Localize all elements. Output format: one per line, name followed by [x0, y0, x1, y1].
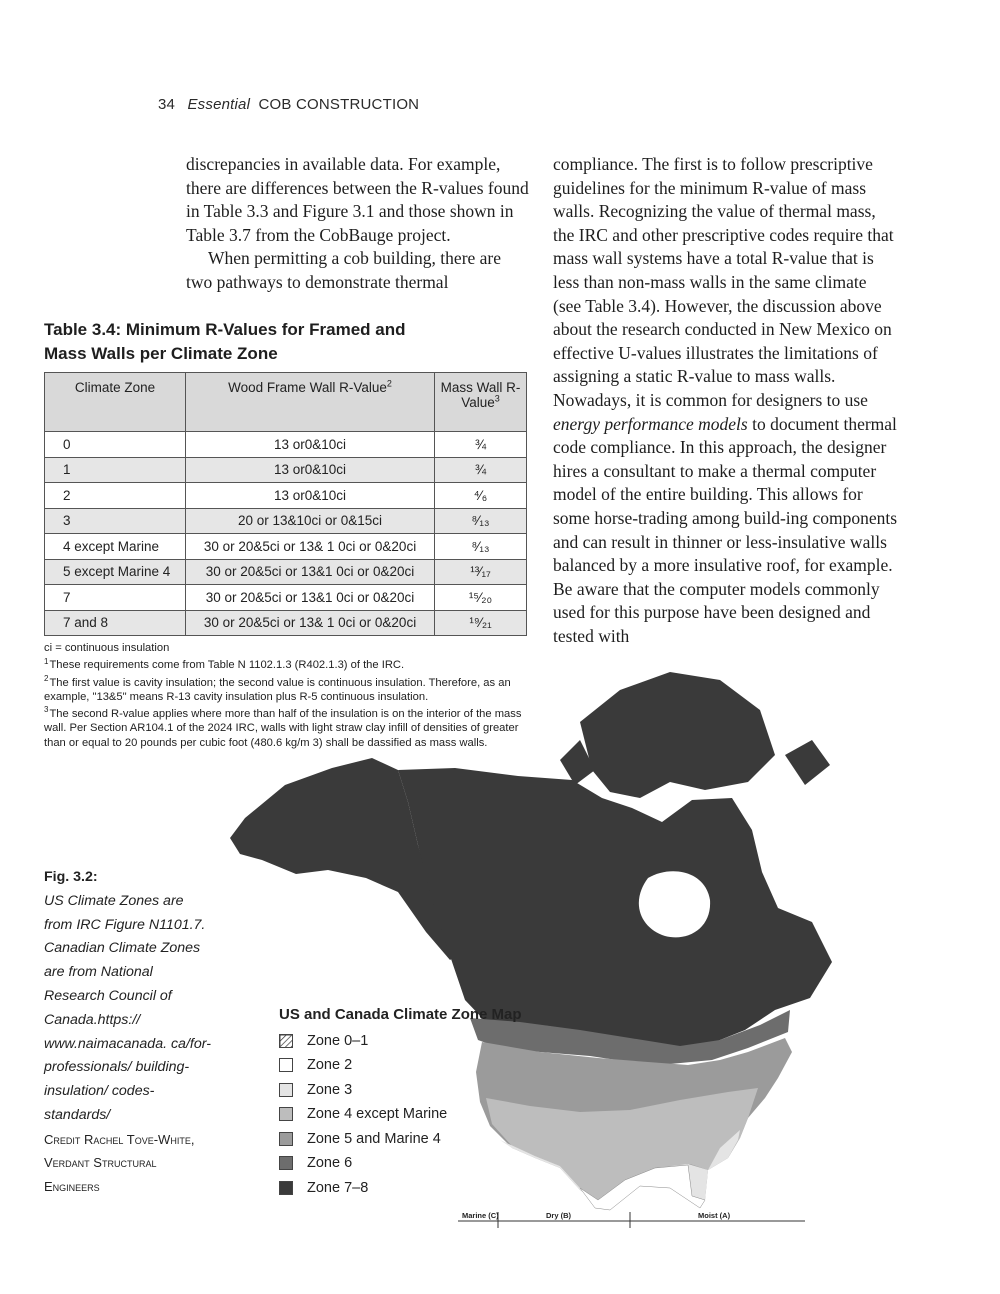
left-column: [186, 153, 531, 295]
running-header: [158, 96, 419, 113]
left-paragraph-1: discrepancies in available data. For example, there are differences between the R-values found in Table 3.3 and Figure 3.1 and those shown in Table 3.7 from the CobBauge project.: [186, 154, 529, 245]
figure-credit: Credit Rachel Tove-White, Verdant Structural Engineers: [44, 1131, 195, 1194]
arctic-island-shape: [785, 740, 830, 785]
table-row: 2 13 or0&10ci ⁴⁄₆: [45, 483, 527, 509]
figure-label: Fig. 3.2:: [44, 869, 98, 885]
figure-caption: [44, 866, 214, 1198]
arctic-islands-shape: [580, 672, 775, 798]
table-row: 4 except Marine 30 or 20&5ci or 13& 1 0ci or 0&20ci ⁸⁄₁₃: [45, 534, 527, 560]
swatch-zone-4-icon: [279, 1107, 293, 1121]
table-row: 7 30 or 20&5ci or 13&1 0ci or 0&20ci ¹⁵⁄₂₀: [45, 585, 527, 611]
left-paragraph-2: When permitting a cob building, there are two pathways to demonstrate thermal: [186, 248, 502, 292]
footnote-3: $^3$The second R-value applies where more than half of the insulation is on the interior of the mass wall. Per Section AR104.1 of the 2024 IRC, walls with light straw clay infill of densities of greater than or equal to 20 pounds per cubic foot (480.6 kg/m 3) shall be dassified as mass walls.: [44, 705, 522, 749]
marine-label: Marine (C): [462, 1211, 499, 1220]
swatch-zone-5-icon: [279, 1132, 293, 1146]
footnote-1: $^1$These requirements come from Table N 1102.1.3 (R402.1.3) of the IRC.: [44, 656, 405, 672]
right-text-a: compliance. The first is to follow prescriptive guidelines for the minimum R-value of mass walls. Recognizing the value of thermal mass, the IRC and other prescriptive codes require that mass wall systems have a total R-value that is less than non-mass walls in the same climate (see Table 3.4). However, the discussion above about the research conducted in New Mexico on effective U-values illustrates the limitations of assigning a static R-value to mass walls. Nowadays, it is common for designers to use: [553, 154, 894, 410]
legend-item: Zone 7–8: [279, 1176, 522, 1201]
moist-label: Moist (A): [698, 1211, 731, 1220]
right-paragraph: [553, 153, 898, 648]
right-column: [553, 153, 898, 648]
table-row: 3 20 or 13&10ci or 0&15ci ⁸⁄₁₃: [45, 508, 527, 534]
emphasis-text: energy performance models: [553, 413, 748, 434]
book-title: COB CONSTRUCTION: [258, 96, 420, 113]
table-row: 0 13 or0&10ci ¾: [45, 432, 527, 458]
table-title: Table 3.4: Minimum R-Values for Framed and Mass Walls per Climate Zone: [44, 320, 406, 363]
header-wood-frame: Wood Frame Wall R-Value$^2$: [186, 373, 435, 432]
map-legend: [279, 1005, 522, 1200]
table-row: 1 13 or0&10ci ¾: [45, 457, 527, 483]
legend-item: Zone 6: [279, 1151, 522, 1176]
legend-item: Zone 2: [279, 1053, 522, 1078]
table-header-row: [45, 373, 527, 432]
page-number: 34: [158, 96, 176, 113]
dry-label: Dry (B): [546, 1211, 572, 1220]
legend-item: Zone 3: [279, 1078, 522, 1103]
map-title: US and Canada Climate Zone Map: [279, 1006, 522, 1023]
legend-item: Zone 4 except Marine: [279, 1102, 522, 1127]
table-row: 5 except Marine 4 30 or 20&5ci or 13&1 0ci or 0&20ci ¹³⁄₁₇: [45, 559, 527, 585]
legend-item: Zone 0–1: [279, 1029, 522, 1054]
swatch-zone-3-icon: [279, 1083, 293, 1097]
swatch-zone-7-8-icon: [279, 1181, 293, 1195]
footnote-2: $^2$The first value is cavity insulation; the second value is continuous insulation. Therefore, as an example, "13&5" means R-13 cavity insulation plus R-5 continuous insulation.: [44, 673, 511, 703]
right-text-b: to document thermal code compliance. In this approach, the designer hires a consultant to make a thermal computer model of the entire building. This allows for some horse-trading among build-ing components and can result in thinner or less-insulative walls balanced by a more insulative roof, for example. Be aware that the computer models commonly used for this purpose have been designed and tested with: [553, 413, 898, 646]
book-title-italic: Essential: [187, 96, 251, 113]
swatch-zone-2-icon: [279, 1058, 293, 1072]
r-value-table: [44, 372, 527, 636]
figure-caption-text: US Climate Zones are from IRC Figure N1101.7. Canadian Climate Zones are from National Research Council of Canada.https:// www.naimacanada. ca/for-professionals/ building-insulation/ codes-standards/: [44, 892, 211, 1123]
footnote-ci: ci = continuous insulation: [44, 642, 170, 654]
header-climate-zone: Climate Zone: [45, 373, 186, 432]
swatch-zone-0-1-icon: [279, 1034, 293, 1048]
swatch-zone-6-icon: [279, 1156, 293, 1170]
header-mass-wall: Mass Wall R-Value$^3$: [435, 373, 527, 432]
table-row: 7 and 8 30 or 20&5ci or 13& 1 0ci or 0&20ci ¹⁹⁄₂₁: [45, 610, 527, 636]
legend-item: Zone 5 and Marine 4: [279, 1127, 522, 1152]
